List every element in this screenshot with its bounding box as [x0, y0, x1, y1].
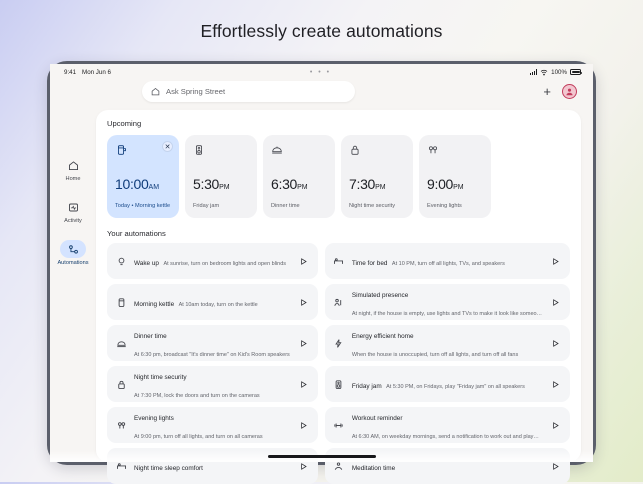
kettle-icon — [115, 297, 127, 308]
table-row[interactable] — [325, 284, 570, 320]
upcoming-card[interactable] — [419, 135, 491, 218]
card-time-value: 7:30 — [349, 176, 376, 192]
row-title: Time for bed — [351, 260, 388, 267]
automations-title: Your automations — [107, 229, 166, 238]
bed-icon — [333, 256, 345, 267]
row-desc: At 9:00 pm, turn off all lights, and turn on all cameras — [134, 434, 263, 440]
card-time-value: 6:30 — [271, 176, 298, 192]
sidebar-item-automations[interactable] — [50, 240, 96, 266]
card-time-meridiem: AM — [148, 184, 160, 191]
table-row[interactable] — [107, 243, 318, 279]
card-time — [115, 176, 159, 192]
automations-right-column — [325, 243, 570, 484]
row-desc: At 7:30 PM, lock the doors and turn on the cameras — [134, 393, 260, 399]
card-time-value: 10:00 — [115, 176, 149, 192]
row-desc: At 10am today, turn on the kettle — [178, 302, 258, 308]
main-content — [96, 110, 593, 472]
card-subtitle: Today • Morning kettle — [115, 203, 171, 209]
row-desc: At 6:30 pm, broadcast "It's dinner time" on Kid's Room speakers — [134, 352, 290, 358]
search-placeholder: Ask Spring Street — [166, 87, 226, 96]
card-time — [349, 176, 386, 192]
lights-icon — [427, 144, 439, 156]
play-icon[interactable] — [549, 255, 562, 268]
row-title: Workout reminder — [351, 415, 403, 422]
table-row[interactable] — [325, 407, 570, 443]
upcoming-card[interactable] — [185, 135, 257, 218]
automations-panel — [96, 110, 581, 472]
row-title: Dinner time — [134, 333, 167, 340]
play-icon[interactable] — [297, 378, 310, 391]
row-title: Night time sleep comfort — [134, 465, 203, 472]
upcoming-cards — [107, 135, 570, 218]
sidebar-item-activity[interactable] — [50, 198, 96, 224]
row-desc: At sunrise, turn on bedroom lights and open blinds — [163, 261, 287, 267]
card-time-meridiem: PM — [219, 184, 230, 191]
play-icon[interactable] — [549, 296, 562, 309]
card-time-meridiem: PM — [297, 184, 308, 191]
card-icon — [349, 143, 405, 159]
table-row[interactable] — [107, 284, 318, 320]
speaker-icon — [193, 144, 205, 156]
row-desc: At night, if the house is empty, use lights and TVs to make it look like someo… — [351, 311, 543, 317]
sidebar-item-label: Activity — [64, 218, 82, 224]
presence-icon — [333, 297, 345, 308]
card-subtitle: Friday jam — [193, 203, 220, 209]
status-time: 9:41 — [64, 68, 77, 76]
signal-icon — [530, 69, 537, 75]
card-time-meridiem: PM — [375, 184, 386, 191]
battery-icon — [570, 69, 581, 74]
play-icon[interactable] — [297, 419, 310, 432]
row-title: Evening lights — [134, 415, 174, 422]
person-icon — [565, 87, 574, 96]
row-desc: When the house is unoccupied, turn off all lights, and turn off all fans — [351, 352, 519, 358]
card-time-value: 5:30 — [193, 176, 220, 192]
table-row[interactable] — [325, 243, 570, 279]
table-row[interactable] — [107, 325, 318, 361]
home-bubble — [60, 156, 86, 174]
home-indicator[interactable] — [268, 455, 376, 458]
play-icon[interactable] — [297, 337, 310, 350]
play-icon[interactable] — [549, 337, 562, 350]
activity-icon — [68, 202, 79, 213]
sidebar-item-label: Home — [65, 176, 81, 182]
activity-bubble — [60, 198, 86, 216]
automations-icon — [68, 244, 79, 255]
tablet-frame — [47, 61, 596, 472]
card-icon — [193, 143, 249, 159]
kettle-icon — [115, 144, 127, 156]
card-time — [427, 176, 464, 192]
row-desc: At 5:30 PM, on Fridays, play "Friday jam" on all speakers — [386, 384, 525, 390]
card-subtitle: Evening lights — [427, 203, 462, 209]
row-title: Simulated presence — [351, 292, 409, 299]
row-title: Energy efficient home — [351, 333, 414, 340]
app-body — [50, 110, 593, 472]
upcoming-card[interactable] — [341, 135, 413, 218]
meditation-icon — [333, 461, 345, 472]
play-icon[interactable] — [297, 296, 310, 309]
card-subtitle: Dinner time — [271, 203, 300, 209]
lock-icon — [115, 379, 127, 390]
row-title: Friday jam — [351, 383, 382, 390]
dinner-icon — [115, 338, 127, 349]
lights-icon — [115, 420, 127, 431]
automations-left-column — [107, 243, 318, 484]
card-subtitle: Night time security — [349, 203, 396, 209]
sidebar-item-label: Automations — [57, 260, 89, 266]
row-title: Meditation time — [351, 465, 396, 472]
home-icon — [68, 160, 79, 171]
speaker-icon — [333, 379, 345, 390]
card-icon — [427, 143, 483, 159]
dinner-icon — [271, 144, 283, 156]
close-icon[interactable]: ✕ — [162, 141, 173, 152]
sidebar — [50, 110, 96, 462]
status-bar — [50, 64, 593, 78]
workout-icon — [333, 420, 345, 431]
card-time — [193, 176, 230, 192]
wifi-icon — [540, 69, 548, 76]
sidebar-item-home[interactable] — [50, 156, 96, 182]
card-time-value: 9:00 — [427, 176, 454, 192]
upcoming-title: Upcoming — [107, 119, 142, 128]
play-icon[interactable] — [297, 255, 310, 268]
energy-icon — [333, 338, 345, 349]
home-icon — [151, 87, 160, 96]
table-row[interactable] — [325, 366, 570, 402]
table-row[interactable] — [107, 407, 318, 443]
upcoming-card[interactable] — [107, 135, 179, 218]
avatar[interactable] — [562, 84, 577, 99]
card-time-meridiem: PM — [453, 184, 464, 191]
add-button[interactable]: + — [543, 84, 551, 99]
tablet-screen — [50, 64, 593, 472]
upcoming-card[interactable] — [263, 135, 335, 218]
battery-label: 100% — [551, 68, 567, 76]
table-row[interactable] — [325, 325, 570, 361]
automations-bubble — [60, 240, 86, 258]
row-desc: At 6:30 AM, on weekday mornings, send a notification to work out and play… — [351, 434, 539, 440]
row-desc: At 10 PM, turn off all lights, TVs, and speakers — [391, 261, 505, 267]
status-date: Mon Jun 6 — [82, 68, 111, 76]
row-title: Night time security — [134, 374, 187, 381]
play-icon[interactable] — [549, 419, 562, 432]
search-input[interactable] — [142, 81, 355, 102]
row-title: Wake up — [134, 260, 159, 267]
table-row[interactable] — [107, 366, 318, 402]
card-icon — [271, 143, 327, 159]
row-title: Morning kettle — [134, 301, 175, 308]
bulb-icon — [115, 256, 127, 267]
bed-icon — [115, 461, 127, 472]
automations-grid — [107, 243, 570, 484]
top-bar — [50, 78, 593, 110]
play-icon[interactable] — [549, 378, 562, 391]
status-center-dots: • • • — [309, 68, 332, 76]
page-headline: Effortlessly create automations — [200, 21, 443, 41]
lock-icon — [349, 144, 361, 156]
card-time — [271, 176, 308, 192]
